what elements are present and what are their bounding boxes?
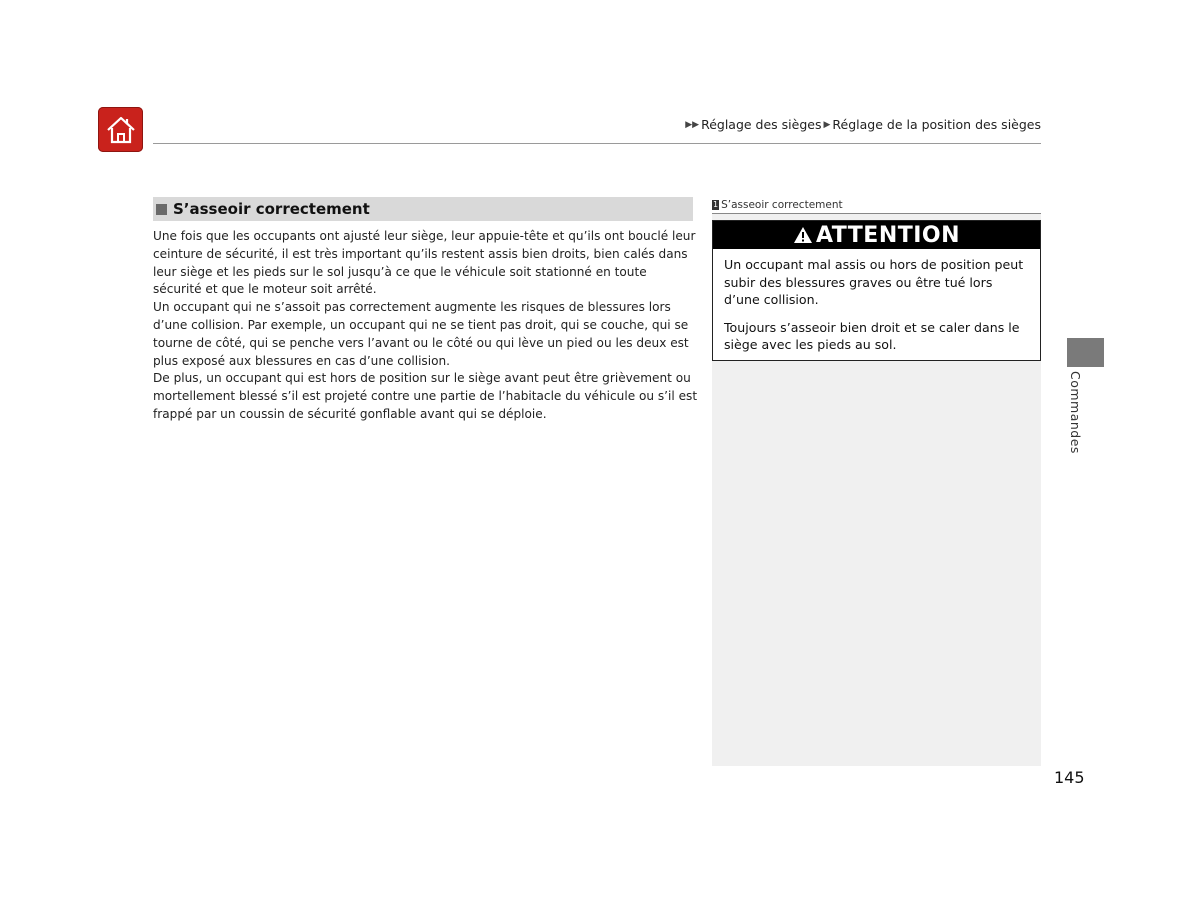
section-title: S’asseoir correctement bbox=[173, 200, 370, 218]
body-text bbox=[153, 228, 698, 424]
body-paragraph: Un occupant qui ne s’assoit pas correctement augmente les risques de blessures lors d’une collision. Par exemple, un occupant qui ne se tient pas droit, qui se couche, qui se tourne de côté, qui se penche vers l’avant ou le côté ou qui lève un pied ou les deux est plus exposé aux blessures en cas d’une collision. bbox=[153, 300, 689, 368]
page-number: 145 bbox=[1054, 768, 1085, 787]
breadcrumb-arrow-icon: ▶▶ bbox=[685, 119, 700, 130]
attention-box bbox=[712, 220, 1041, 361]
home-icon bbox=[104, 114, 138, 146]
breadcrumb-item-seat-position[interactable]: Réglage de la position des sièges bbox=[832, 117, 1041, 132]
breadcrumb-arrow-icon: ▶ bbox=[823, 119, 831, 130]
breadcrumb-item-seat-adjustment[interactable]: Réglage des sièges bbox=[701, 117, 822, 132]
section-header bbox=[153, 197, 693, 221]
body-paragraph: Une fois que les occupants ont ajusté leur siège, leur appuie-tête et qu’ils ont bouclé leur ceinture de sécurité, il est très important qu’ils restent assis bien droits, bien calés dans leur siège et les pieds sur le sol jusqu’à ce que le véhicule soit stationné en toute sécurité et que le moteur soit arrêté. bbox=[153, 229, 696, 297]
attention-title: ATTENTION bbox=[815, 222, 961, 248]
warning-triangle-icon bbox=[793, 226, 813, 244]
attention-header bbox=[713, 221, 1040, 249]
breadcrumb bbox=[685, 117, 1041, 132]
sidebar-header bbox=[712, 196, 1041, 214]
attention-body bbox=[713, 249, 1040, 354]
reference-marker-icon: 1 bbox=[713, 199, 719, 209]
home-button[interactable] bbox=[98, 107, 143, 152]
sidebar-header-text: S’asseoir correctement bbox=[721, 198, 843, 211]
body-paragraph: De plus, un occupant qui est hors de position sur le siège avant peut être grièvement ou mortellement blessé s’il est projeté contre une partie de l’habitacle du véhicule ou s’il est frappé par un coussin de sécurité gonflable avant qui se déploie. bbox=[153, 371, 698, 421]
chapter-tab[interactable] bbox=[1067, 338, 1104, 367]
header-divider bbox=[153, 143, 1041, 144]
section-square-icon bbox=[156, 204, 167, 215]
chapter-tab-label: Commandes bbox=[1068, 371, 1083, 454]
attention-paragraph: Un occupant mal assis ou hors de position peut subir des blessures graves ou être tué lors d’une collision. bbox=[724, 257, 1024, 307]
attention-paragraph: Toujours s’asseoir bien droit et se caler dans le siège avec les pieds au sol. bbox=[724, 319, 1020, 352]
